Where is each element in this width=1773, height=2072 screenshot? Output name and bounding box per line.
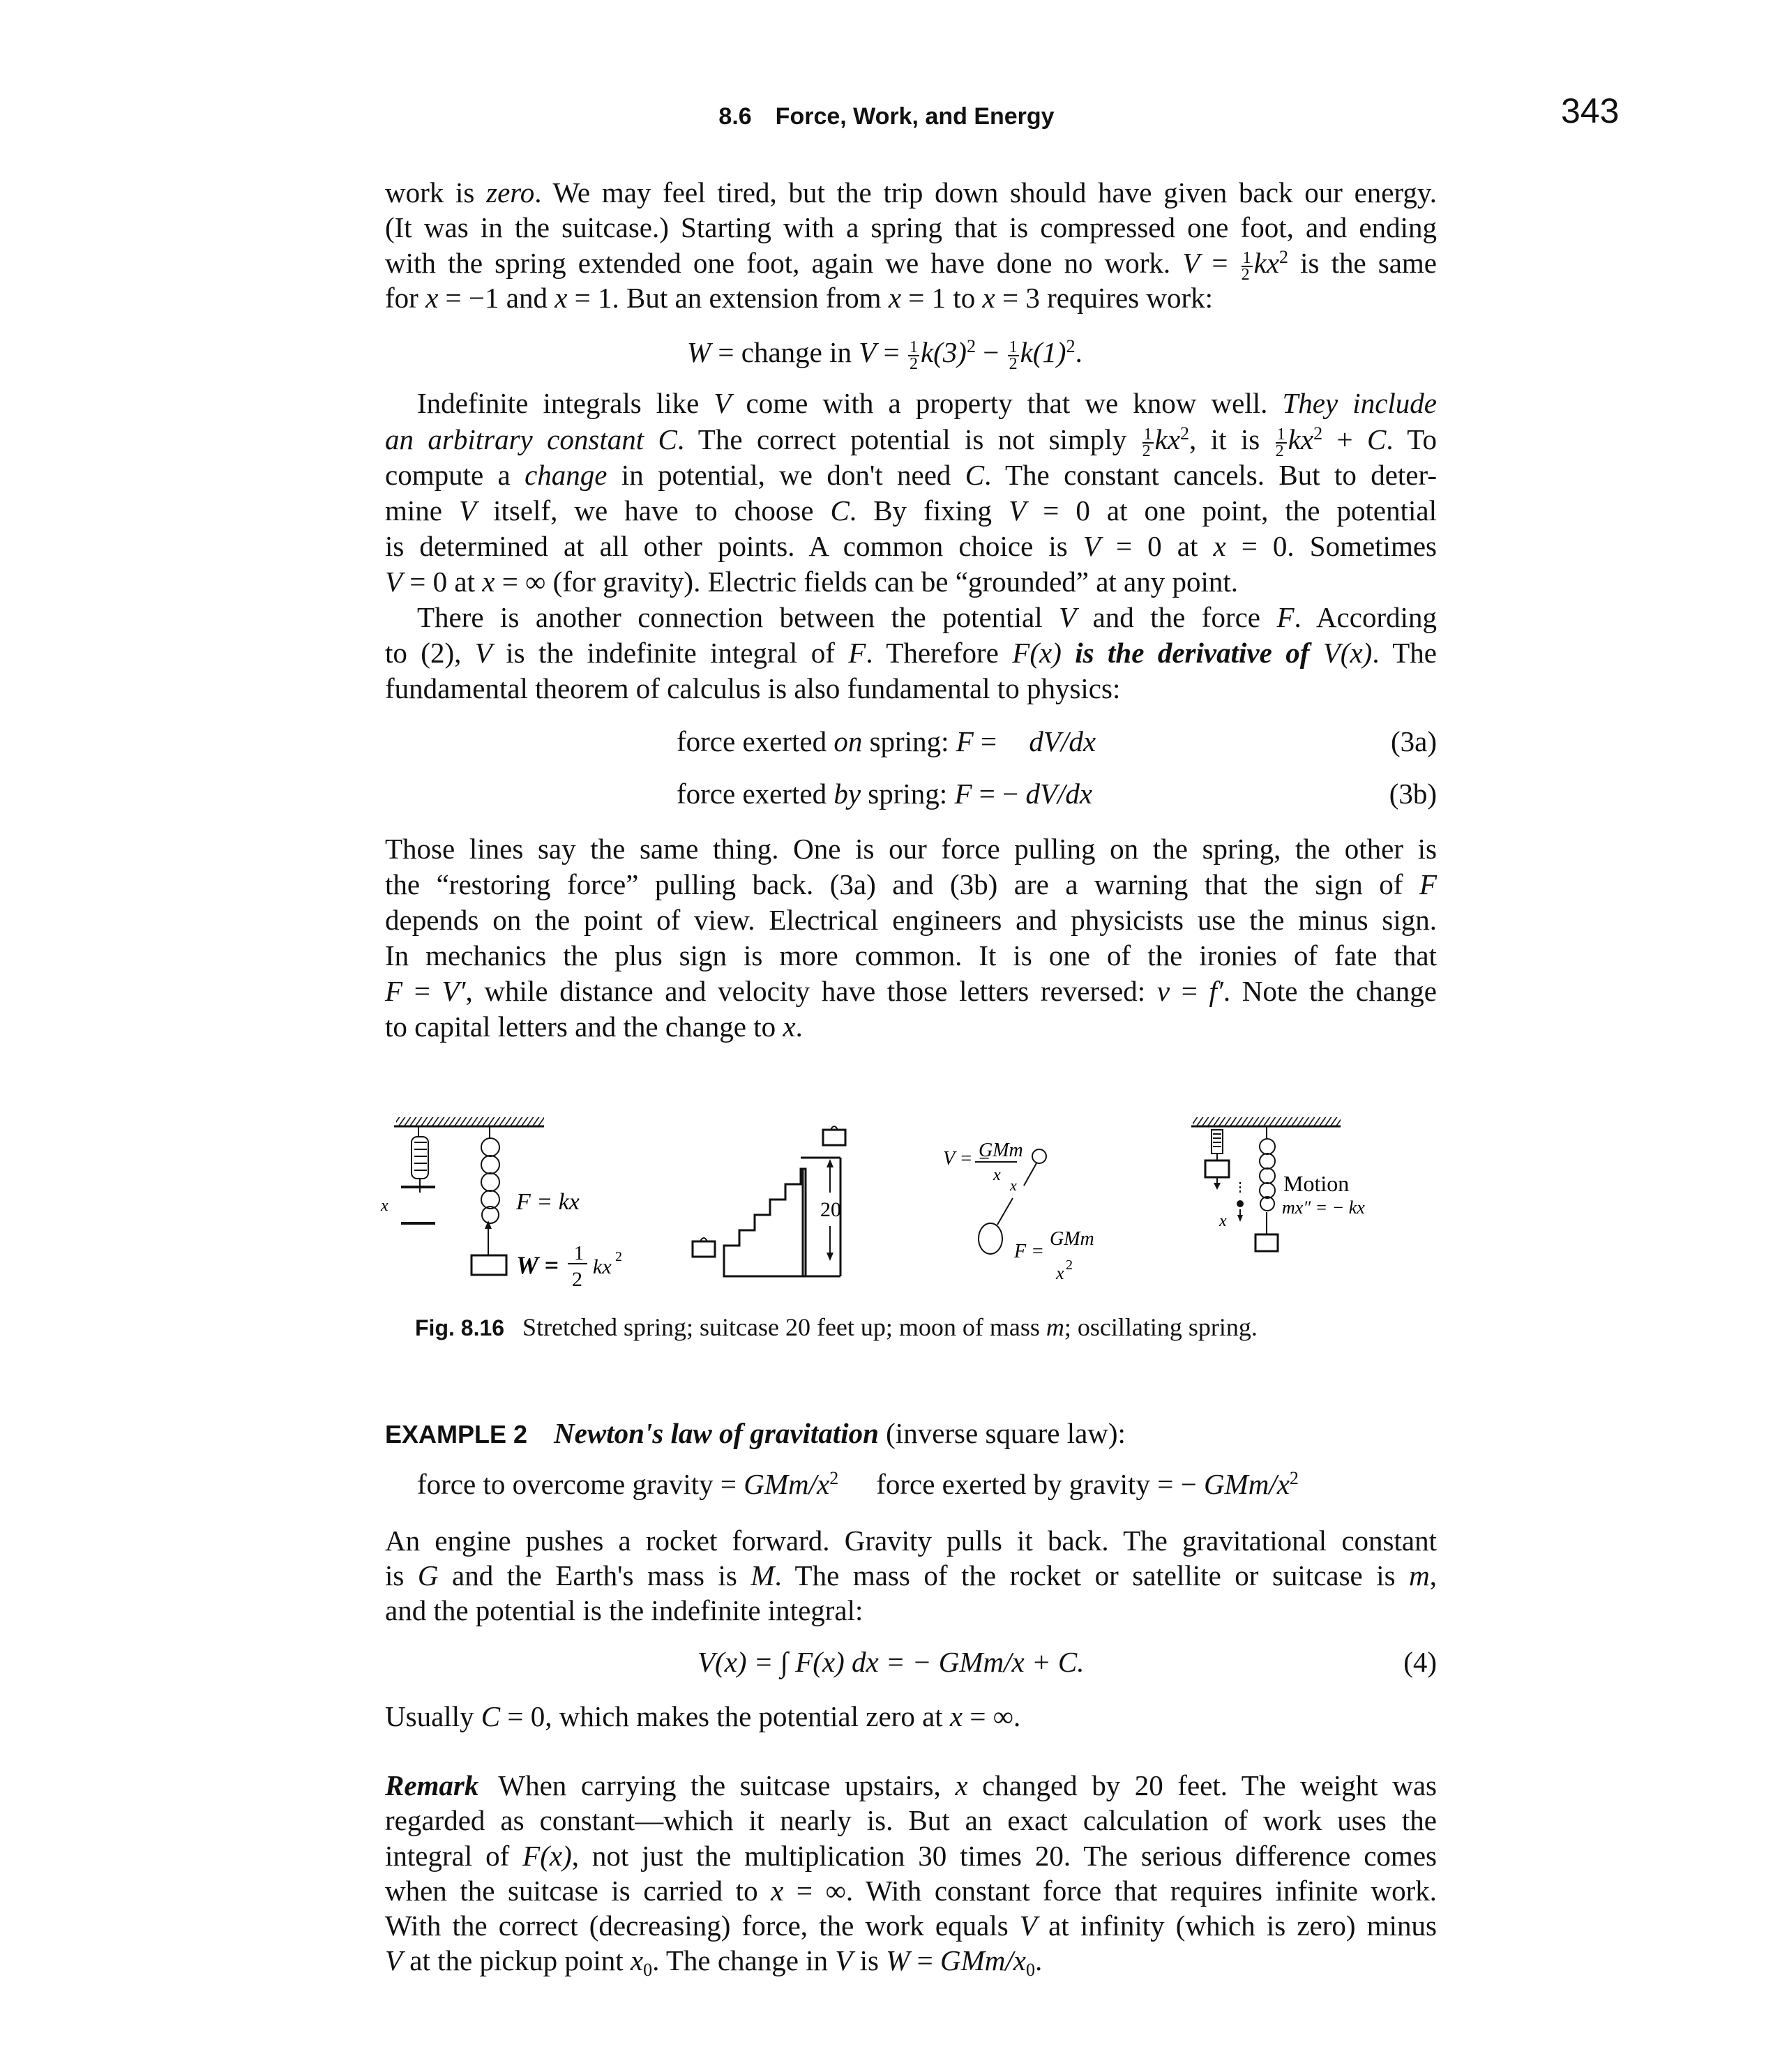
- text-italic: C: [481, 1700, 501, 1732]
- figure-8-16: [377, 1116, 1451, 1290]
- text-italic: zero: [486, 176, 535, 209]
- text-italic: F: [385, 975, 403, 1007]
- text-italic: F: [1276, 601, 1295, 633]
- paragraph-1-line-3: with the spring extended one foot, again we have done no work. V = $\frac{1}{2}$ $kx^2$ is the same: [385, 247, 1438, 284]
- remark-line-1: [385, 1768, 1437, 1803]
- paragraph-2-line-3: [385, 457, 1437, 492]
- text-italic: by: [833, 778, 861, 810]
- section-title: Force, Work, and Energy: [775, 103, 1055, 130]
- text: force exerted by gravity = −: [876, 1468, 1204, 1500]
- text: = −1 and: [438, 282, 555, 314]
- text-italic: V′: [442, 975, 466, 1007]
- text-italic: x: [888, 282, 902, 314]
- equation-number-4: (4): [1403, 1646, 1437, 1678]
- text-italic: F: [956, 725, 974, 757]
- text: = change in: [711, 336, 859, 368]
- text-italic: x: [554, 282, 568, 314]
- example-label: EXAMPLE 2: [385, 1420, 528, 1449]
- force-den: x: [1056, 1263, 1064, 1283]
- text: . The: [1372, 637, 1437, 669]
- figure-label: Fig. 8.16: [415, 1315, 505, 1340]
- x-label: x: [1219, 1212, 1227, 1230]
- paragraph-2-line-1: [385, 386, 1437, 421]
- page-number: 343: [1561, 91, 1620, 130]
- text-bold-italic: is the derivative of: [1061, 637, 1323, 669]
- text-italic: f′: [1209, 975, 1223, 1007]
- text-italic: x: [949, 1700, 963, 1732]
- work-sup: 2: [615, 1249, 622, 1264]
- paragraph-4-line-1: [385, 831, 1437, 866]
- text: ; oscillating spring.: [1064, 1313, 1258, 1341]
- text: = ∞.: [963, 1700, 1021, 1732]
- text-italic: They include: [1282, 387, 1437, 419]
- text: = 0 at one point, the potential: [1026, 494, 1437, 527]
- paragraph-4-line-4: [385, 938, 1437, 973]
- motion-label: Motion: [1283, 1171, 1350, 1196]
- text: = 0 at: [1100, 530, 1214, 562]
- text-italic: C: [965, 459, 985, 491]
- text-italic: C: [830, 494, 850, 527]
- text: . The correct potential is not simply: [677, 423, 1141, 455]
- gravity-force-formulas: force to overcome gravity = GMm/$x^2$ force exerted by gravity = − GMm/$x^2$: [417, 1468, 1299, 1500]
- text-italic: x: [771, 1875, 784, 1907]
- paragraph-1-line-1: [385, 175, 1437, 210]
- text-italic: V(x): [1322, 637, 1373, 669]
- text: =: [1200, 247, 1240, 279]
- text: depends on the point of view. Electrical engineers and physicists use the minus sign.: [385, 904, 1437, 936]
- text-italic: kx: [1154, 423, 1181, 455]
- potential-num: GMm: [979, 1140, 1023, 1161]
- text: −: [1002, 778, 1026, 810]
- text: is determined at all other points. A common choice is: [385, 530, 1083, 562]
- paragraph-3-line-3: [385, 671, 1437, 706]
- text: = 0. Sometimes: [1225, 530, 1437, 562]
- remark-line-4: [385, 1873, 1437, 1908]
- paragraph-3-line-1: [385, 600, 1437, 635]
- paragraph-3-line-2: [385, 635, 1437, 670]
- text: .: [1034, 1944, 1043, 1976]
- text: for: [385, 282, 426, 314]
- text: When carrying the suitcase upstairs,: [498, 1769, 956, 1801]
- equation-3b: [677, 776, 1092, 811]
- text: =: [973, 725, 1004, 757]
- text: , while distance and velocity have those letters reversed:: [465, 975, 1157, 1007]
- text: . The constant cancels. But to deter-: [984, 459, 1437, 491]
- text: integral of: [385, 1840, 523, 1872]
- force-sup: 2: [1066, 1257, 1073, 1273]
- text: . To: [1386, 423, 1437, 455]
- work-frac-den: 2: [572, 1268, 582, 1290]
- text: With the correct (decreasing) force, the work equals: [385, 1910, 1020, 1942]
- text: is the indefinite integral of: [492, 637, 849, 669]
- example-heading: [385, 1416, 1126, 1452]
- text-italic: M: [750, 1559, 775, 1591]
- oscillating-spring-panel: [1191, 1117, 1365, 1251]
- text: in potential, we don't need: [607, 459, 965, 491]
- text: to capital letters and the change to: [385, 1011, 783, 1043]
- text: Indefinite integrals like: [417, 387, 714, 419]
- text: , it is: [1189, 423, 1274, 455]
- figure-drawing: [377, 1116, 1451, 1290]
- remark-line-3: [385, 1838, 1437, 1873]
- motion-equation: mx″ = − kx: [1282, 1197, 1365, 1218]
- text-italic: F(x): [1012, 637, 1062, 669]
- text-italic: GMm/x: [940, 1944, 1026, 1976]
- text: = 0, which makes the potential zero at: [500, 1700, 950, 1732]
- figure-caption: [415, 1310, 1258, 1345]
- distance-label: x: [1010, 1177, 1017, 1194]
- text-italic: V: [385, 1944, 403, 1976]
- equation-work-change: W = change in V = $\frac{1}{2}$ $k(3)^2$ − $\frac{1}{2}$ $k(1)^2$.: [687, 336, 1082, 373]
- text-italic: x: [982, 282, 995, 314]
- text: . Therefore: [866, 637, 1013, 669]
- work-label-lhs: W =: [516, 1251, 559, 1279]
- text-italic: dV/dx: [1029, 725, 1096, 757]
- text: = ∞ (for gravity). Electric fields can be “grounded” at any point.: [495, 566, 1239, 598]
- text: In mechanics the plus sign is more common. It is one of the ironies of fate that: [385, 939, 1437, 971]
- text-italic: x: [783, 1011, 796, 1043]
- text: come with a property that we know well.: [731, 387, 1283, 419]
- text: fundamental theorem of calculus is also fundamental to physics:: [385, 672, 1121, 704]
- force-lhs: F =: [1014, 1241, 1044, 1262]
- text-italic: x: [482, 566, 495, 598]
- fraction-half: $\frac{1}{2}$: [1142, 425, 1152, 460]
- text: changed by 20 feet. The weight was: [967, 1769, 1437, 1801]
- running-head: [0, 103, 1773, 130]
- moon-panel: [943, 1140, 1094, 1283]
- text-italic: V: [835, 1944, 853, 1976]
- fraction-half: $\frac{1}{2}$: [1275, 425, 1285, 460]
- paragraph-1-line-4: [385, 280, 1437, 315]
- remark-line-2: [385, 1803, 1437, 1838]
- equation-number-3b: (3b): [1389, 778, 1437, 810]
- work-frac-num: 1: [574, 1243, 584, 1264]
- text-italic: an arbitrary constant C: [385, 423, 677, 455]
- text: is: [385, 1559, 418, 1591]
- text: (It was in the suitcase.) Starting with a spring that is compressed one foot, and ending: [385, 211, 1437, 243]
- text-italic: k(3): [920, 336, 967, 368]
- text: with the spring extended one foot, again we have done no work.: [385, 247, 1183, 279]
- text: . Note the change: [1223, 975, 1438, 1007]
- text: itself, we have to choose: [476, 494, 831, 527]
- text-italic: kx: [1253, 247, 1280, 279]
- text: +: [1322, 423, 1368, 455]
- fraction-half: $\frac{1}{2}$: [1009, 338, 1018, 373]
- remark-label: Remark: [385, 1769, 479, 1801]
- text: is: [852, 1944, 886, 1976]
- text: =: [972, 778, 1003, 810]
- section-number: 8.6: [718, 103, 752, 130]
- text: . By fixing: [849, 494, 1009, 527]
- text: (inverse square law):: [878, 1417, 1126, 1449]
- text-italic: x: [955, 1769, 968, 1801]
- text: force to overcome gravity =: [417, 1468, 744, 1500]
- potential-den: x: [993, 1166, 1001, 1184]
- paragraph-2-line-5: [385, 529, 1437, 564]
- text: work is: [385, 176, 487, 209]
- paragraph-4-line-5: [385, 974, 1437, 1008]
- text: = ∞. With constant force that requires infinite work.: [783, 1875, 1437, 1907]
- text: and the potential is the indefinite integral:: [385, 1594, 863, 1626]
- text-italic: on: [833, 725, 863, 757]
- text: mine: [385, 494, 460, 527]
- force-num: GMm: [1050, 1228, 1094, 1250]
- text-italic: F: [954, 778, 972, 810]
- text: .: [795, 1011, 803, 1043]
- text: at infinity (which is zero) minus: [1036, 1910, 1437, 1942]
- text: spring:: [862, 725, 956, 757]
- paragraph-4-line-2: [385, 867, 1437, 902]
- paragraph-2-line-4: [385, 493, 1437, 528]
- text-italic: V: [859, 336, 877, 368]
- example-title: Newton's law of gravitation: [554, 1417, 879, 1449]
- text-italic: x: [425, 282, 439, 314]
- paragraph-1-line-2: [385, 210, 1437, 245]
- subscript: 0: [643, 1960, 653, 1980]
- text-italic: GMm/x: [1203, 1468, 1290, 1500]
- text-italic: V: [1082, 530, 1101, 562]
- text-italic: x: [1213, 530, 1226, 562]
- text: when the suitcase is carried to: [385, 1875, 771, 1907]
- paragraph-2-line-6: [385, 564, 1437, 599]
- text-italic: V: [1009, 494, 1027, 527]
- paragraph-4-line-6: [385, 1009, 1437, 1044]
- text-italic: F: [1419, 868, 1437, 900]
- x-label: x: [381, 1197, 388, 1215]
- text: Stretched spring; suitcase 20 feet up; moon of mass: [522, 1313, 1046, 1341]
- text: to (2),: [385, 637, 475, 669]
- text-italic: V: [474, 637, 492, 669]
- fraction-half: $\frac{1}{2}$: [1241, 248, 1251, 284]
- stretched-spring-panel: [380, 1117, 622, 1290]
- text: is the same: [1288, 247, 1438, 279]
- text-italic: G: [417, 1559, 439, 1591]
- paragraph-2-line-2: an arbitrary constant C. The correct potential is not simply $\frac{1}{2}$ $kx^2$, it is $\frac{1}{2}$ $kx^2 + C$. To: [385, 423, 1437, 460]
- text: spring:: [861, 778, 955, 810]
- equation-number-3a: (3a): [1390, 725, 1437, 757]
- fraction-half: $\frac{1}{2}$: [909, 338, 918, 373]
- text-italic: W: [886, 1944, 910, 1976]
- text: and the Earth's mass is: [438, 1559, 751, 1591]
- text-italic: F: [848, 637, 866, 669]
- text: There is another connection between the potential: [417, 601, 1059, 633]
- text-italic: V: [1059, 601, 1077, 633]
- text: . According: [1294, 601, 1437, 633]
- text: .: [1075, 336, 1082, 368]
- text: . We may feel tired, but the trip down should have given back our energy.: [534, 176, 1437, 209]
- force-label: F = kx: [516, 1189, 580, 1215]
- subscript: 0: [1025, 1960, 1035, 1980]
- text-italic: V: [459, 494, 477, 527]
- text: =: [876, 336, 907, 368]
- text: regarded as constant—which it nearly is. But an exact calculation of work uses the: [385, 1804, 1437, 1836]
- text-italic: m: [1409, 1559, 1430, 1591]
- remark-line-6: [385, 1943, 1437, 1978]
- text-italic: F(x): [522, 1840, 572, 1872]
- equation-3a: [677, 724, 1096, 759]
- text: , not just the multiplication 30 times 20. The serious difference comes: [571, 1840, 1437, 1872]
- text: An engine pushes a rocket forward. Gravity pulls it back. The gravitational constant: [385, 1525, 1437, 1557]
- paragraph-5-line-1: [385, 1523, 1437, 1558]
- text-italic: m: [1046, 1313, 1064, 1341]
- text: = 1. But an extension from: [567, 282, 889, 314]
- paragraph-4-line-3: [385, 902, 1437, 937]
- text-italic: V: [714, 387, 732, 419]
- text: the “restoring force” pulling back. (3a) and (3b) are a warning that the sign of: [385, 868, 1419, 900]
- text: ,: [1429, 1559, 1437, 1591]
- text-italic: dV/dx: [1025, 778, 1093, 810]
- text: −: [975, 336, 1006, 368]
- work-label-rhs: kx: [593, 1255, 612, 1278]
- stairs-panel: [693, 1126, 845, 1276]
- text-italic: GMm/x: [744, 1468, 830, 1500]
- usually-line: [385, 1699, 1437, 1734]
- text: =: [1170, 975, 1209, 1007]
- text: = 1 to: [901, 282, 983, 314]
- text-italic: V: [385, 566, 403, 598]
- text: . The change in: [652, 1944, 836, 1976]
- paragraph-5-line-2: [385, 1558, 1437, 1593]
- text: Usually: [385, 1700, 481, 1732]
- text-italic: k(1): [1020, 336, 1066, 368]
- text: at the pickup point: [402, 1944, 631, 1976]
- equation-4: V(x) = ∫ F(x) dx = − GMm/x + C.: [697, 1646, 1085, 1678]
- text: and the force: [1076, 601, 1277, 633]
- text: compute a: [385, 459, 525, 491]
- text: = 0 at: [402, 566, 483, 598]
- text-italic: V: [1182, 247, 1200, 279]
- text: =: [910, 1944, 940, 1976]
- remark-line-5: [385, 1908, 1437, 1943]
- paragraph-5-line-3: [385, 1593, 1437, 1628]
- text: = 3 requires work:: [995, 282, 1214, 314]
- text-italic: C: [1367, 423, 1387, 455]
- text: force exerted: [677, 725, 834, 757]
- text-italic: change: [525, 459, 608, 491]
- height-label: 20: [820, 1198, 841, 1221]
- text-italic: v: [1156, 975, 1170, 1007]
- text-italic: kx: [1288, 423, 1314, 455]
- text-italic: V: [1019, 1910, 1037, 1942]
- text-italic: W: [687, 336, 711, 368]
- text: force exerted: [677, 778, 834, 810]
- text: . The mass of the rocket or satellite or suitcase is: [774, 1559, 1410, 1591]
- text-italic: x: [630, 1944, 644, 1976]
- potential-lhs: V = −: [943, 1148, 991, 1170]
- text: Those lines say the same thing. One is our force pulling on the spring, the other is: [385, 833, 1437, 865]
- text: =: [402, 975, 442, 1007]
